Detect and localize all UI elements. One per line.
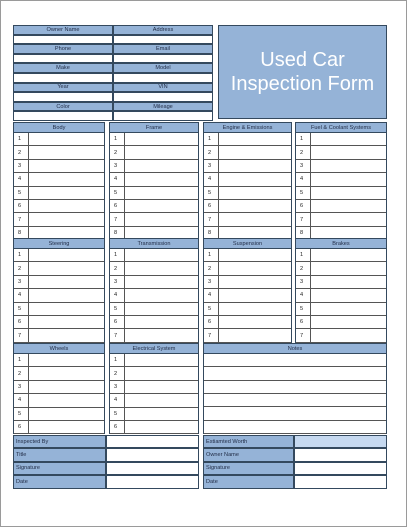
row-number: 3 [14, 381, 29, 393]
field-value[interactable] [13, 73, 113, 83]
checklist-row [14, 354, 104, 367]
row-number: 3 [204, 160, 219, 172]
row-entry[interactable] [29, 354, 104, 366]
checklist-grid [204, 249, 291, 342]
checklist-row [14, 187, 104, 200]
row-entry[interactable] [219, 329, 291, 341]
checklist-row [14, 276, 104, 289]
signoff-value[interactable] [106, 462, 199, 475]
checklist-row [204, 133, 291, 146]
field-label: Address [113, 25, 213, 35]
section-header: Suspension [203, 238, 292, 249]
row-number: 1 [14, 249, 29, 261]
row-entry[interactable] [125, 173, 198, 185]
checklist-row [204, 213, 291, 226]
signoff-value[interactable] [294, 475, 387, 488]
row-number: 1 [110, 249, 125, 261]
row-entry[interactable] [219, 276, 291, 288]
checklist-row [14, 289, 104, 302]
checklist-row [204, 200, 291, 213]
field-value[interactable] [13, 54, 113, 64]
field-value[interactable] [113, 92, 213, 102]
checklist-row [110, 213, 198, 226]
field-label: Mileage [113, 102, 213, 112]
field-label: Model [113, 63, 213, 73]
checklist-row [296, 146, 386, 159]
section-header: Electrical System [109, 343, 199, 354]
row-entry[interactable] [29, 213, 104, 225]
row-number: 4 [296, 173, 311, 185]
row-entry[interactable] [29, 421, 104, 433]
checklist-row [14, 249, 104, 262]
row-number: 1 [204, 133, 219, 145]
row-number: 7 [14, 213, 29, 225]
row-entry[interactable] [29, 316, 104, 328]
signoff-label: Signature [13, 462, 106, 475]
checklist-row [296, 213, 386, 226]
field-value[interactable] [13, 111, 113, 121]
row-entry[interactable] [29, 249, 104, 261]
field-value[interactable] [113, 54, 213, 64]
row-entry[interactable] [219, 187, 291, 199]
checklist-section [13, 238, 105, 343]
row-entry[interactable] [29, 173, 104, 185]
signoff-value[interactable] [106, 448, 199, 461]
checklist-row [296, 187, 386, 200]
row-number: 2 [14, 262, 29, 274]
row-number: 2 [14, 367, 29, 379]
row-number: 3 [14, 160, 29, 172]
row-number: 2 [110, 262, 125, 274]
row-number: 1 [110, 354, 125, 366]
row-entry[interactable] [29, 262, 104, 274]
signoff-label: Title [13, 448, 106, 461]
section-header: Body [13, 122, 105, 133]
field-value[interactable] [113, 73, 213, 83]
row-number: 2 [204, 262, 219, 274]
row-number: 8 [14, 227, 29, 239]
checklist-section [203, 238, 292, 343]
checklist-grid [296, 133, 386, 239]
section-header: Steering [13, 238, 105, 249]
row-number: 7 [110, 213, 125, 225]
row-number: 7 [204, 213, 219, 225]
checklist-row [14, 213, 104, 226]
row-entry[interactable] [219, 262, 291, 274]
checklist-row [204, 160, 291, 173]
field-value[interactable] [113, 35, 213, 45]
row-number: 4 [110, 394, 125, 406]
checklist-row [14, 262, 104, 275]
notes-header: Notes [203, 343, 387, 354]
checklist-row [110, 421, 198, 434]
row-number: 7 [110, 329, 125, 341]
row-entry[interactable] [219, 316, 291, 328]
signoff-value[interactable] [294, 462, 387, 475]
row-entry[interactable] [219, 160, 291, 172]
notes-line[interactable] [204, 408, 386, 421]
checklist-row [110, 200, 198, 213]
checklist-row [110, 133, 198, 146]
checklist-section [13, 122, 105, 240]
row-number: 5 [14, 303, 29, 315]
row-number: 6 [296, 316, 311, 328]
checklist-row [14, 421, 104, 434]
checklist-section [13, 343, 105, 434]
row-entry[interactable] [311, 262, 386, 274]
checklist-row [110, 381, 198, 394]
checklist-row [110, 160, 198, 173]
row-entry[interactable] [311, 276, 386, 288]
row-entry[interactable] [311, 289, 386, 301]
checklist-grid [110, 249, 198, 342]
checklist-row [296, 316, 386, 329]
row-entry[interactable] [125, 213, 198, 225]
row-entry[interactable] [311, 316, 386, 328]
row-number: 7 [296, 329, 311, 341]
checklist-row [110, 316, 198, 329]
signoff-label: Signature [203, 462, 294, 475]
row-number: 1 [110, 133, 125, 145]
field-value[interactable] [13, 35, 113, 45]
checklist-row [14, 200, 104, 213]
section-header: Wheels [13, 343, 105, 354]
row-number: 6 [14, 200, 29, 212]
row-entry[interactable] [29, 289, 104, 301]
field-label: VIN [113, 83, 213, 93]
row-entry[interactable] [125, 146, 198, 158]
row-number: 5 [204, 303, 219, 315]
checklist-row [204, 187, 291, 200]
checklist-row [14, 303, 104, 316]
section-header: Frame [109, 122, 199, 133]
checklist-section [109, 238, 199, 343]
field-label: Email [113, 44, 213, 54]
row-number: 7 [14, 329, 29, 341]
checklist-row [14, 160, 104, 173]
checklist-row [204, 303, 291, 316]
checklist-grid [110, 133, 198, 239]
row-number: 6 [204, 200, 219, 212]
checklist-row [110, 408, 198, 421]
row-number: 3 [110, 160, 125, 172]
checklist-row [296, 173, 386, 186]
row-entry[interactable] [219, 249, 291, 261]
row-number: 5 [296, 303, 311, 315]
field-label: Phone [13, 44, 113, 54]
row-number: 3 [14, 276, 29, 288]
checklist-row [110, 394, 198, 407]
form-title-line2: Inspection Form [230, 73, 375, 95]
row-number: 5 [110, 303, 125, 315]
row-entry[interactable] [311, 133, 386, 145]
row-number: 6 [110, 316, 125, 328]
row-number: 8 [204, 227, 219, 239]
checklist-row [204, 262, 291, 275]
checklist-row [296, 133, 386, 146]
row-number: 5 [14, 408, 29, 420]
form-title-line1: Used Car [260, 49, 345, 71]
checklist-section [295, 238, 387, 343]
field-label: Year [13, 83, 113, 93]
row-entry[interactable] [125, 367, 198, 379]
row-number: 8 [296, 227, 311, 239]
row-number: 1 [14, 133, 29, 145]
row-entry[interactable] [311, 329, 386, 341]
row-number: 5 [296, 187, 311, 199]
signoff-label: Date [13, 475, 106, 488]
checklist-row [110, 146, 198, 159]
row-number: 6 [110, 421, 125, 433]
row-number: 5 [204, 187, 219, 199]
row-entry[interactable] [311, 200, 386, 212]
checklist-row [110, 303, 198, 316]
checklist-section [109, 122, 199, 240]
signoff-value[interactable] [106, 475, 199, 488]
row-entry[interactable] [29, 133, 104, 145]
row-number: 4 [110, 173, 125, 185]
row-number: 2 [110, 146, 125, 158]
notes-line[interactable] [204, 354, 386, 367]
row-number: 2 [296, 262, 311, 274]
row-entry[interactable] [125, 200, 198, 212]
section-header: Fuel & Coolant Systems [295, 122, 387, 133]
row-number: 6 [14, 316, 29, 328]
row-number: 3 [296, 160, 311, 172]
row-number: 3 [296, 276, 311, 288]
checklist-row [14, 394, 104, 407]
row-entry[interactable] [125, 421, 198, 433]
checklist-row [296, 289, 386, 302]
signoff-label: Estiamted Worth [203, 435, 294, 448]
row-number: 4 [204, 173, 219, 185]
checklist-row [296, 249, 386, 262]
notes-section [203, 343, 387, 434]
checklist-row [14, 367, 104, 380]
row-entry[interactable] [311, 249, 386, 261]
checklist-grid [110, 354, 198, 433]
row-entry[interactable] [125, 133, 198, 145]
form-title [218, 25, 387, 119]
row-entry[interactable] [29, 329, 104, 341]
checklist-row [110, 187, 198, 200]
row-number: 4 [296, 289, 311, 301]
row-entry[interactable] [125, 249, 198, 261]
row-number: 1 [204, 249, 219, 261]
section-header: Brakes [295, 238, 387, 249]
row-number: 5 [110, 187, 125, 199]
row-number: 2 [14, 146, 29, 158]
row-entry[interactable] [219, 200, 291, 212]
signoff-value[interactable] [294, 435, 387, 448]
checklist-row [14, 408, 104, 421]
row-entry[interactable] [29, 408, 104, 420]
checklist-row [204, 276, 291, 289]
row-entry[interactable] [311, 303, 386, 315]
checklist-row [110, 354, 198, 367]
field-label: Color [13, 102, 113, 112]
checklist-grid [14, 249, 104, 342]
row-number: 6 [204, 316, 219, 328]
checklist-grid [14, 354, 104, 433]
row-number: 6 [296, 200, 311, 212]
row-entry[interactable] [311, 213, 386, 225]
row-entry[interactable] [125, 329, 198, 341]
row-entry[interactable] [125, 408, 198, 420]
row-entry[interactable] [311, 187, 386, 199]
row-number: 2 [110, 367, 125, 379]
signoff-label: Inspected By [13, 435, 106, 448]
row-entry[interactable] [29, 303, 104, 315]
checklist-row [14, 316, 104, 329]
checklist-row [110, 329, 198, 342]
row-entry[interactable] [311, 173, 386, 185]
row-number: 1 [296, 133, 311, 145]
row-entry[interactable] [219, 289, 291, 301]
row-number: 4 [14, 173, 29, 185]
checklist-row [110, 367, 198, 380]
checklist-grid [14, 133, 104, 239]
checklist-row [204, 173, 291, 186]
checklist-grid [204, 133, 291, 239]
row-entry[interactable] [311, 146, 386, 158]
row-entry[interactable] [219, 173, 291, 185]
signoff-label: Date [203, 475, 294, 488]
signoff-value[interactable] [106, 435, 199, 448]
row-entry[interactable] [219, 303, 291, 315]
row-number: 6 [110, 200, 125, 212]
row-entry[interactable] [125, 262, 198, 274]
checklist-section [295, 122, 387, 240]
checklist-row [110, 249, 198, 262]
row-number: 3 [110, 276, 125, 288]
row-entry[interactable] [125, 187, 198, 199]
row-entry[interactable] [29, 187, 104, 199]
notes-line[interactable] [204, 421, 386, 434]
signoff-value[interactable] [294, 448, 387, 461]
row-entry[interactable] [125, 354, 198, 366]
checklist-row [14, 173, 104, 186]
section-header: Engine & Emissions [203, 122, 292, 133]
row-number: 5 [110, 408, 125, 420]
checklist-row [110, 276, 198, 289]
checklist-row [14, 329, 104, 342]
checklist-row [204, 329, 291, 342]
checklist-row [110, 289, 198, 302]
row-number: 3 [110, 381, 125, 393]
row-entry[interactable] [125, 316, 198, 328]
row-entry[interactable] [125, 381, 198, 393]
row-number: 3 [204, 276, 219, 288]
notes-line[interactable] [204, 394, 386, 407]
row-entry[interactable] [29, 367, 104, 379]
checklist-row [110, 173, 198, 186]
row-entry[interactable] [29, 200, 104, 212]
row-number: 4 [14, 289, 29, 301]
checklist-row [14, 146, 104, 159]
row-entry[interactable] [219, 146, 291, 158]
row-number: 6 [14, 421, 29, 433]
row-entry[interactable] [125, 289, 198, 301]
row-entry[interactable] [29, 160, 104, 172]
row-entry[interactable] [29, 146, 104, 158]
checklist-row [296, 160, 386, 173]
checklist-row [204, 249, 291, 262]
row-number: 4 [110, 289, 125, 301]
checklist-row [296, 276, 386, 289]
row-entry[interactable] [125, 160, 198, 172]
row-entry[interactable] [125, 394, 198, 406]
checklist-row [14, 133, 104, 146]
checklist-row [110, 262, 198, 275]
row-number: 1 [296, 249, 311, 261]
checklist-row [296, 303, 386, 316]
row-number: 1 [14, 354, 29, 366]
checklist-row [204, 146, 291, 159]
checklist-row [296, 329, 386, 342]
row-number: 7 [296, 213, 311, 225]
checklist-section [203, 122, 292, 240]
notes-line[interactable] [204, 381, 386, 394]
row-number: 4 [204, 289, 219, 301]
checklist-row [204, 289, 291, 302]
row-entry[interactable] [219, 213, 291, 225]
checklist-row [204, 316, 291, 329]
row-entry[interactable] [29, 276, 104, 288]
row-entry[interactable] [311, 160, 386, 172]
checklist-row [14, 381, 104, 394]
section-header: Transmission [109, 238, 199, 249]
row-number: 7 [204, 329, 219, 341]
row-entry[interactable] [125, 303, 198, 315]
checklist-row [296, 262, 386, 275]
row-entry[interactable] [125, 276, 198, 288]
row-number: 2 [296, 146, 311, 158]
row-number: 5 [14, 187, 29, 199]
checklist-grid [296, 249, 386, 342]
row-number: 4 [14, 394, 29, 406]
row-number: 8 [110, 227, 125, 239]
row-entry[interactable] [29, 381, 104, 393]
row-entry[interactable] [219, 133, 291, 145]
notes-line[interactable] [204, 367, 386, 380]
notes-lines[interactable] [204, 354, 386, 433]
signoff-label: Owner Name [203, 448, 294, 461]
field-value[interactable] [13, 92, 113, 102]
checklist-section [109, 343, 199, 434]
field-label: Make [13, 63, 113, 73]
field-value[interactable] [113, 111, 213, 121]
row-number: 2 [204, 146, 219, 158]
field-label: Owner Name [13, 25, 113, 35]
checklist-row [296, 200, 386, 213]
row-entry[interactable] [29, 394, 104, 406]
